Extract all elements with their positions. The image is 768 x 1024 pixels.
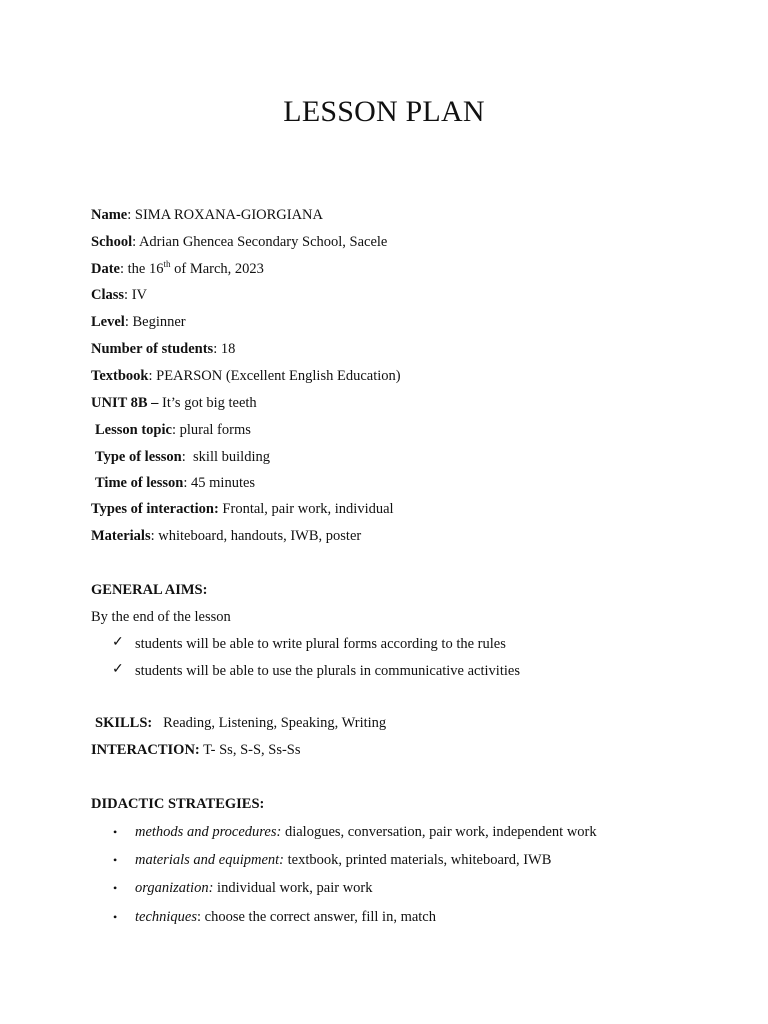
skills-label: SKILLS: [95, 715, 153, 731]
date-ordinal-suffix: th [163, 259, 171, 269]
name-value: : SIMA ROXANA-GIORGIANA [127, 207, 323, 223]
level-value: : Beginner [124, 314, 186, 330]
strategy-text: dialogues, conversation, pair work, independent work [281, 824, 597, 840]
didactic-heading-text: DIDACTIC STRATEGIES: [91, 796, 265, 812]
date-value-suffix: of March, 2023 [170, 261, 264, 277]
materials-value: : whiteboard, handouts, IWB, poster [150, 528, 362, 544]
school-value: : Adrian Ghencea Secondary School, Sacele [132, 234, 388, 250]
students-line [91, 340, 235, 358]
date-label: Date [91, 261, 120, 277]
strategy-item [135, 823, 597, 841]
lesson-time-value: : 45 minutes [183, 475, 256, 491]
class-value: : IV [124, 287, 148, 303]
topic-label: Lesson topic [95, 422, 172, 438]
class-line [91, 286, 147, 304]
checkmark-icon: ✓ [112, 635, 124, 650]
interaction-label: INTERACTION: [91, 742, 200, 758]
school-label: School [91, 234, 133, 250]
aim-item: students will be able to use the plurals in communicative activities [135, 663, 520, 679]
bullet-icon: • [113, 881, 118, 895]
lesson-time-label: Time of lesson [95, 475, 184, 491]
skills-line [95, 714, 386, 732]
interaction-line [91, 741, 301, 759]
name-line [91, 206, 323, 224]
date-line [91, 260, 264, 278]
page-title: LESSON PLAN [283, 95, 485, 128]
checkmark-icon: ✓ [112, 662, 124, 677]
strategy-term: techniques [135, 909, 198, 925]
skills-value: Reading, Listening, Speaking, Writing [152, 715, 387, 731]
strategy-text: textbook, printed materials, whiteboard, IWB [284, 852, 552, 868]
materials-label: Materials [91, 528, 151, 544]
topic-line [95, 421, 251, 439]
strategy-text: individual work, pair work [213, 880, 373, 896]
unit-label: UNIT 8B – [91, 395, 159, 411]
unit-value: It’s got big teeth [158, 395, 257, 411]
topic-value: : plural forms [171, 422, 251, 438]
lesson-type-line [95, 448, 270, 466]
lesson-time-line [95, 474, 255, 492]
date-value-prefix: : the 16 [120, 261, 164, 277]
level-label: Level [91, 314, 125, 330]
level-line [91, 313, 186, 331]
general-aims-intro: By the end of the lesson [91, 609, 231, 625]
interaction-types-value: Frontal, pair work, individual [218, 501, 394, 517]
general-aims-heading [91, 581, 207, 599]
textbook-label: Textbook [91, 368, 149, 384]
name-label: Name [91, 207, 128, 223]
unit-line [91, 394, 257, 412]
strategy-item [135, 851, 551, 869]
strategy-term: organization: [135, 880, 214, 896]
strategy-item [135, 908, 436, 926]
students-value: : 18 [213, 341, 236, 357]
class-label: Class [91, 287, 125, 303]
strategy-term: materials and equipment: [135, 852, 285, 868]
materials-line [91, 527, 361, 545]
interaction-value: T- Ss, S-S, Ss-Ss [199, 742, 301, 758]
bullet-icon: • [113, 825, 118, 839]
bullet-icon: • [113, 853, 118, 867]
general-aims-heading-text: GENERAL AIMS: [91, 582, 208, 598]
lesson-type-label: Type of lesson [95, 449, 182, 465]
students-label: Number of students [91, 341, 214, 357]
bullet-icon: • [113, 910, 118, 924]
strategy-text: : choose the correct answer, fill in, match [197, 909, 436, 925]
interaction-types-label: Types of interaction: [91, 501, 219, 517]
interaction-types-line [91, 500, 394, 518]
textbook-value: : PEARSON (Excellent English Education) [148, 368, 401, 384]
school-line [91, 233, 387, 251]
strategy-item [135, 879, 373, 897]
lesson-type-value: : skill building [181, 449, 270, 465]
strategy-term: methods and procedures: [135, 824, 282, 840]
textbook-line [91, 367, 401, 385]
didactic-heading [91, 795, 264, 813]
aim-item: students will be able to write plural forms according to the rules [135, 636, 506, 652]
